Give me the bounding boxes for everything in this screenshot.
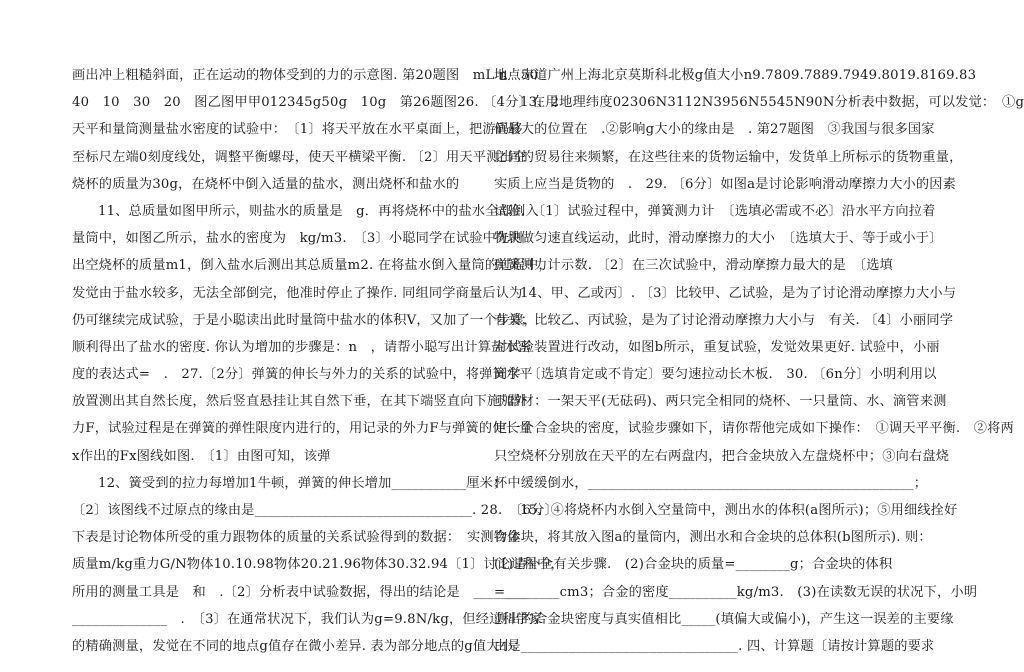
text-line: 测出的合金块密度与真实值相比_____(填偏大或偏小)，产生这一误差的主要缘 [494, 611, 954, 627]
text-line: 烧杯的质量为30g，在烧杯中倒入适量的盐水，测出烧杯和盐水的 [72, 176, 460, 192]
text-line: 放置测出其自然长度，然后竖直悬挂让其自然下垂，在其下端竖直向下施加外 [72, 394, 528, 410]
text-line: 量筒中，如图乙所示，盐水的密度为 kg/m3. 〔3〕小聪同学在试验中先测 [72, 231, 523, 247]
text-line: 的精确测量，发觉在不同的地点g值存在微小差异. 表为部分地点的g值大小： [72, 638, 527, 654]
text-line: (1)请补全有关步骤. (2)合金块的质量=________g；合金块的体积 [494, 557, 893, 573]
text-line: 〔2〕该图线不过原点的缘由是________________________________. 28. 〔6分〕 [72, 503, 558, 518]
text-line: 40 10 30 20 图乙图甲甲012345g50g 10g 第26题图26. 〔4分〕在用 [72, 95, 559, 111]
text-line: 画出冲上粗糙斜面，正在运动的物体受到的力的示意图. 第20题图 mL n 50 [72, 68, 539, 83]
text-line: 实质上应当是货物的 . 29. 〔6分〕如图a是讨论影响滑动摩擦力大小的因素 [494, 176, 957, 192]
text-line: 定一个合金块的密度，试验步骤如下，请你帮他完成如下操作： ①调天平平衡. ②将两 [494, 421, 1014, 437]
text-line: 15、④将烧杯内水倒入空量筒中，测出水的体积(a图所示)；⑤用细线拴好 [520, 503, 958, 518]
text-line: 13、2地理纬度02306N3112N3956N5545N90N分析表中数据，可以发觉： ①g [520, 95, 1024, 111]
text-line: 顺利得出了盐水的密度. 你认为增加的步骤是：n ，请帮小聪写出计算盐水密 [72, 339, 532, 355]
text-line: 之间的贸易往来频繁，在这些往来的货物运输中，发货单上所标示的货物重量， [494, 149, 963, 165]
text-line: 对试验装置进行改动，如图b所示，重复试验，发觉效果更好. 试验中，小丽 [494, 339, 940, 355]
text-line: =________cm3；合金的密度__________kg/m3. (3)在读数无误的状况下，小明 [494, 584, 978, 600]
text-line: 下器材：一架天平(无砝码)、两只完全相同的烧杯、一只量筒、水、滴管来测 [494, 394, 947, 410]
text-line: 质量m/kg重力G/N物体10.10.98物体20.21.96物体30.32.94〔1〕讨论过程中， [72, 557, 564, 573]
text-line: 11、总质量如图甲所示，则盐水的质量是 g．再将烧杯中的盐水全部倒入 [98, 203, 539, 219]
text-line: 地点赤道广州上海北京莫斯科北极g值大小n9.7809.7889.7949.8019.8169.83 [494, 68, 977, 83]
text-line: 杯中缓缓倒水，________________________________________________； [494, 475, 928, 491]
text-line: x作出的Fx图线如图. 〔1〕由图可知，该弹 [72, 448, 331, 464]
text-line: 合金块，将其放入图a的量筒内，测出水和合金块的总体积(b图所示). 则： [494, 530, 932, 546]
text-line: 14、甲、乙或丙〕. 〔3〕比较甲、乙试验，是为了讨论滑动摩擦力大小与 [520, 285, 957, 301]
text-line: 所用的测量工具是 和 .〔2〕分析表中试验数据，得出的结论是 ________ [72, 584, 528, 600]
text-line: 力F，试验过程是在弹簧的弹性限度内进行的，用记录的外力F与弹簧的伸长量 [72, 421, 533, 437]
text-line: 物块做匀速直线运动，此时，滑动摩擦力的大小 〔选填大于、等于或小于〕 [494, 231, 943, 247]
text-line: 出空烧杯的质量m1，倒入盐水后测出其总质量m2. 在将盐水倒入量筒的过程中， [72, 258, 552, 274]
left-column [72, 62, 564, 660]
text-line: 下表是讨论物体所受的重力跟物体的质量的关系试验得到的数据： 实测物体 [72, 530, 521, 546]
text-line: 天平和量筒测量盐水密度的试验中： 〔1〕将天平放在水平桌面上，把游码移 [72, 122, 523, 138]
text-line: 试验. 〔1〕试验过程中，弹簧测力计 〔选填必需或不必〕沿水平方向拉着 [494, 203, 936, 219]
text-line: 有关；比较乙、丙试验，是为了讨论滑动摩擦力大小与 有关. 〔4〕小丽同学 [494, 312, 954, 328]
text-line: ______________ . 〔3〕在通常状况下，我们认为g=9.8N/kg，但经过科学家 [72, 611, 543, 627]
text-line: 仍可继续完成试验，于是小聪读出此时量筒中盐水的体积V，又加了一个步骤， [72, 312, 537, 328]
text-line: 发觉由于盐水较多，无法全部倒完，他准时停止了操作. 同组同学商量后认为 [72, 285, 523, 301]
text-line: 只空烧杯分别放在天平的左右两盘内，把合金块放入左盘烧杯中；③向右盘烧 [494, 448, 950, 464]
right-column [494, 62, 1024, 660]
text-line: 12、簧受到的拉力每增加1牛顿，弹簧的伸长增加___________厘米； [98, 475, 507, 491]
text-line: 值最大的位置在 .②影响g大小的缘由是 . 第27题图 ③我国与很多国家 [494, 122, 935, 138]
text-line: 至标尺左端0刻度线处，调整平衡螺母，使天平横梁平衡. 〔2〕用天平测出空 [72, 149, 527, 165]
text-line: 弹簧测力计示数. 〔2〕在三次试验中，滑动摩擦力最大的是 〔选填 [494, 258, 894, 274]
text-line: 由是________________________________. 四、计算题〔请按计算题的要求 [494, 638, 935, 654]
text-line: 同学 〔选填肯定或不肯定〕要匀速拉动长木板. 30. 〔6n分〕小明利用以 [494, 367, 937, 383]
text-line: 度的表达式= . 27.〔2分〕弹簧的伸长与外力的关系的试验中，将弹簧水平 [72, 367, 533, 383]
